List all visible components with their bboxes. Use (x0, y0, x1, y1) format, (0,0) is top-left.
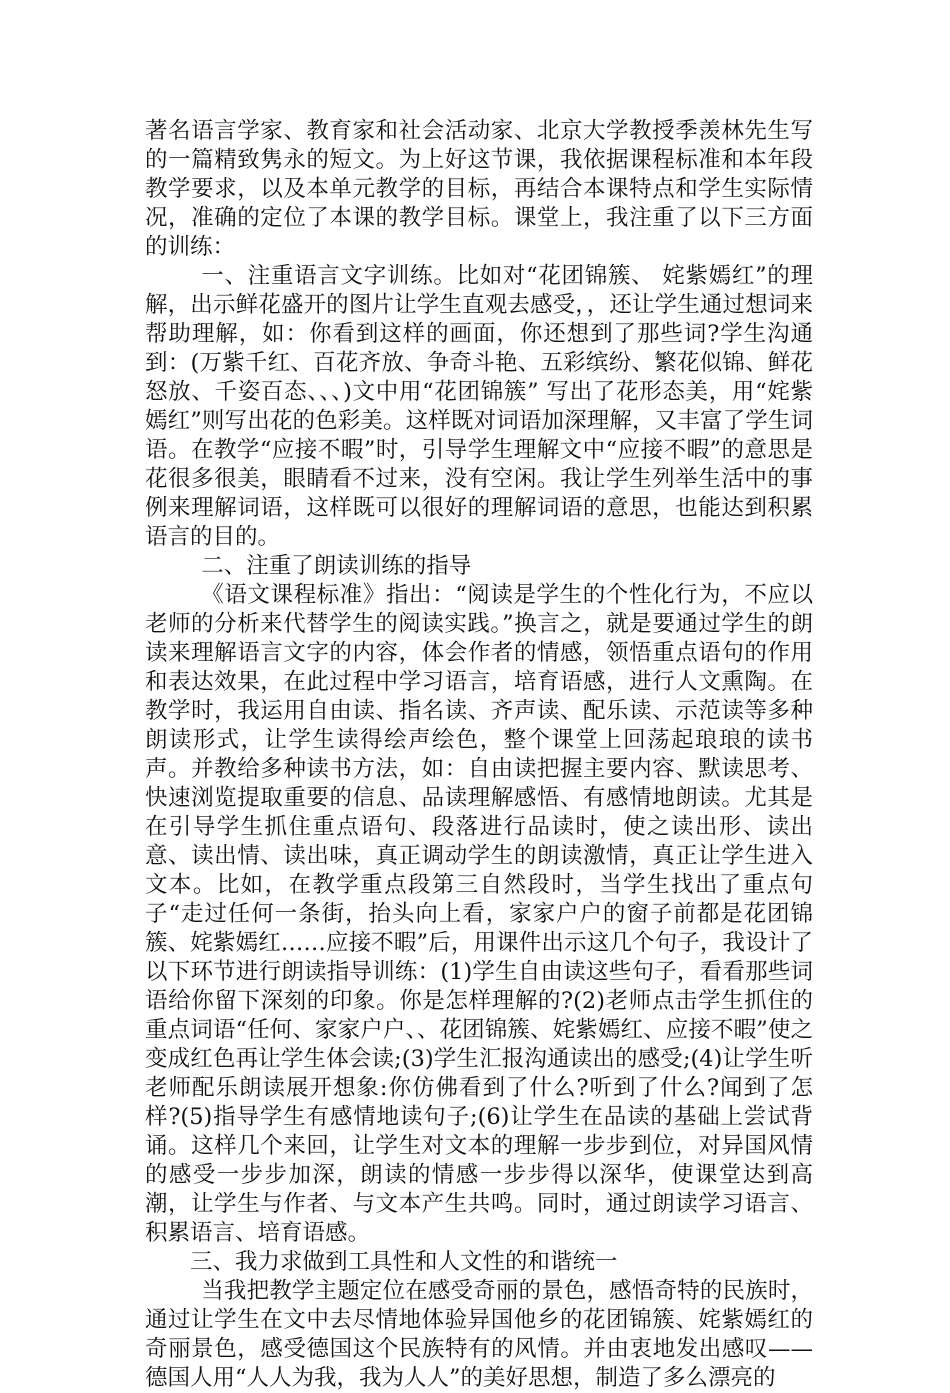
paragraph-section-one: 一、注重语言文字训练。比如对“花团锦簇、 姹紫嫣红”的理解，出示鲜花盛开的图片让学生直观去感受，，还让学生通过想词来帮助理解，如：你看到这样的画面，你还想到了那些词?学生沟通到：(万紫千红、百花齐放、争奇斗艳、五彩缤纷、繁花似锦、鲜花怒放、千姿百态、、、)文中用“花团锦簇” 写出了花形态美，用“姹紫嫣红”则写出花的色彩美。这样既对词语加深理解，又丰富了学生词语。在教学“应接不暇”时，引导学生理解文中“应接不暇”的意思是花很多很美，眼睛看不过来，没有空闲。我让学生列举生活中的事例来理解词语，这样既可以很好的理解词语的意思，也能达到积累语言的目的。 (145, 263, 813, 550)
heading-section-three: 三、我力求做到工具性和人文性的和谐统一 (190, 1249, 618, 1275)
paragraph-section-two-body: 《语文课程标准》指出：“阅读是学生的个性化行为，不应以老师的分析来代替学生的阅读实践。”换言之，就是要通过学生的朗读来理解语言文字的内容，体会作者的情感，领悟重点语句的作用和表达效果，在此过程中学习语言，培育语感，进行人文熏陶。在教学时，我运用自由读、指名读、齐声读、配乐读、示范读等多种朗读形式，让学生读得绘声绘色，整个课堂上回荡起琅琅的读书声。并教给多种读书方法，如：自由读把握主要内容、默读思考、快速浏览提取重要的信息、品读理解感悟、有感情地朗读。尤其是在引导学生抓住重点语句、段落进行品读时，使之读出形、读出意、读出情、读出味，真正调动学生的朗读激情，真正让学生进入文本。比如，在教学重点段第三自然段时，当学生找出了重点句子“走过任何一条街，抬头向上看，家家户户的窗子前都是花团锦簇、姹紫嫣红……应接不暇”后，用课件出示这几个句子，我设计了以下环节进行朗读指导训练：(1)学生自由读这些句子，看看那些词语给你留下深刻的印象。你是怎样理解的?(2)老师点击学生抓住的重点词语“任何、家家户户、、花团锦簇、姹紫嫣红、应接不暇”使之变成红色再让学生体会读;(3)学生汇报沟通读出的感受;(4)让学生听老师配乐朗读展开想象:你仿佛看到了什么?听到了什么?闻到了怎样?(5)指导学生有感情地读句子;(6)让学生在品读的基础上尝试背诵。这样几个来回，让学生对文本的理解一步步到位，对异国风情的感受一步步加深，朗读的情感一步步得以深华，使课堂达到高潮，让学生与作者、与文本产生共鸣。同时，通过朗读学习语言、积累语言、培育语感。 (145, 582, 813, 1246)
paragraph-intro: 著名语言学家、教育家和社会活动家、北京大学教授季羡林先生写的一篇精致隽永的短文。为上好这节课，我依据课程标准和本年段教学要求，以及本单元教学的目标，再结合本课特点和学生实际情况，准确的定位了本课的教学目标。课堂上，我注重了以下三方面的训练： (145, 118, 813, 260)
paragraph-section-three-body: 当我把教学主题定位在感受奇丽的景色，感悟奇特的民族时，通过让学生在文中去尽情地体验异国他乡的花团锦簇、姹紫嫣红的奇丽景色，感受德国这个民族特有的风情。并由衷地发出感叹——德国人用“人人为我，我为人人”的美好思想，制造了多么漂亮的 (145, 1278, 813, 1391)
heading-section-two: 二、注重了朗读训练的指导 (201, 553, 472, 579)
document-page (145, 117, 813, 1393)
